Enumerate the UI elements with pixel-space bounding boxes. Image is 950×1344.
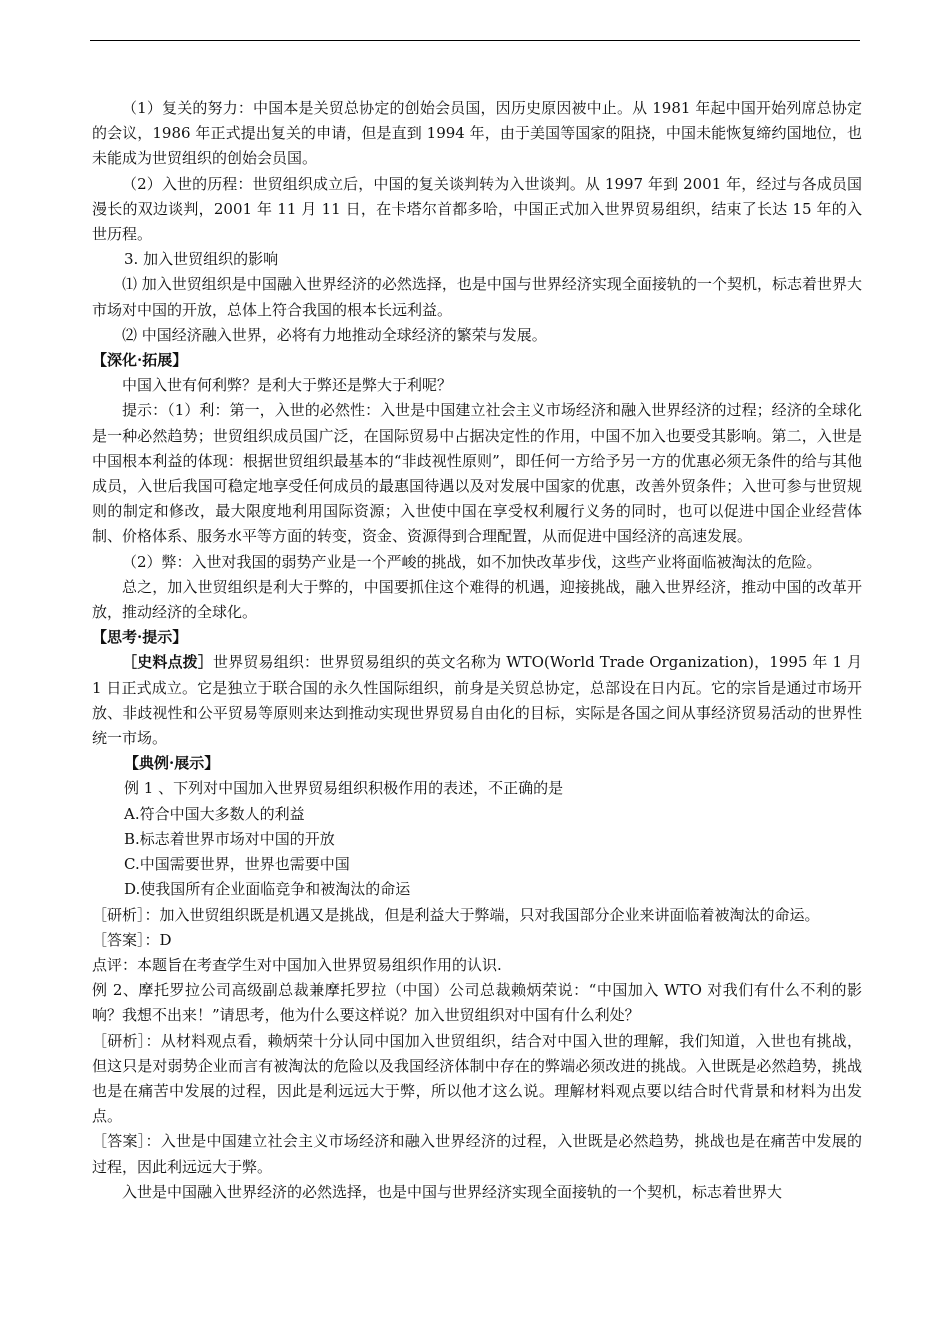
paragraph: [92, 776, 862, 801]
paragraph-text: 总之，加入世贸组织是利大于弊的，中国要抓住这个难得的机遇，迎接挑战，融入世界经济，推动中国的改革开放，推动经济的全球化。: [92, 577, 862, 622]
header-rule: [90, 40, 860, 41]
paragraph: [92, 575, 862, 625]
paragraph-text: （1）复关的努力：中国本是关贸总协定的创始会员国，因历史原因被中止。从 1981 年起中国开始列席总协定的会议，1986 年正式提出复关的申请，但是直到 1994 年，由于美国等国家的阻挠，中国未能恢复缔约国地位，也未能成为世贸组织的创始会员国。: [92, 99, 862, 168]
paragraph-text: 【思考·提示】: [92, 628, 188, 647]
paragraph-text: B.标志着世界市场对中国的开放: [124, 829, 335, 848]
paragraph: [92, 928, 862, 953]
paragraph-text: ［研析］：加入世贸组织既是机遇又是挑战，但是利益大于弊端，只对我国部分企业来讲面临着被淘汰的命运。: [92, 905, 820, 924]
paragraph: [92, 978, 862, 1028]
paragraph-text: ［答案］：入世是中国建立社会主义市场经济和融入世界经济的过程，入世既是必然趋势，挑战也是在痛苦中发展的过程，因此利远远大于弊。: [92, 1132, 862, 1176]
paragraph-text: 入世是中国融入世界经济的必然选择，也是中国与世界经济实现全面接轨的一个契机，标志着世界大: [122, 1182, 783, 1201]
paragraph-text: A.符合中国大多数人的利益: [124, 804, 305, 823]
paragraph: [92, 650, 862, 751]
paragraph-text: ⑴ 加入世贸组织是中国融入世界经济的必然选择，也是中国与世界经济实现全面接轨的一个契机，标志着世界大市场对中国的开放，总体上符合我国的根本长远利益。: [92, 275, 862, 319]
paragraph: [92, 247, 862, 272]
paragraph: [92, 550, 862, 575]
paragraph-text: 中国入世有何利弊？是利大于弊还是弊大于利呢？: [122, 376, 453, 395]
paragraph: [92, 953, 862, 978]
paragraph-text: 点评：本题旨在考查学生对中国加入世界贸易组织作用的认识.: [92, 955, 502, 974]
paragraph: [92, 1180, 862, 1205]
paragraph: [92, 903, 862, 928]
section-heading: [92, 348, 862, 373]
paragraph-text: 例 1 、下列对中国加入世界贸易组织积极作用的表述，不正确的是: [124, 779, 564, 798]
paragraph-text: C.中国需要世界，世界也需要中国: [124, 855, 350, 874]
section-heading: [92, 625, 862, 650]
section-heading: [92, 751, 862, 776]
paragraph-text: 3. 加入世贸组织的影响: [124, 250, 279, 269]
paragraph-text: 提示：（1）利：第一，入世的必然性：入世是中国建立社会主义市场经济和融入世界经济的过程；经济的全球化是一种必然趋势；世贸组织成员国广泛，在国际贸易中占据决定性的作用，中国不加入也要受其影响。第二，入世是中国根本利益的体现：根据世贸组织最基本的“非歧视性原则”，即任何一方给予另一方的优惠必须无条件的给与其他成员，入世后我国可稳定地享受任何成员的最惠国待遇以及对发展中国家的优惠，改善外贸条件；入世可参与世贸规则的制定和修改，最大限度地利用国际资源；入世使中国在享受权利履行义务的同时，也可以促进中国企业经营体制、价格体系、服务水平等方面的转变，资金、资源得到合理配置，从而促进中国经济的高速发展。: [92, 401, 862, 546]
paragraph: [92, 323, 862, 348]
paragraph: [92, 877, 862, 902]
paragraph-text: ［答案］：D: [92, 930, 172, 949]
paragraph: [92, 96, 862, 172]
paragraph: [92, 398, 862, 549]
paragraph-text: （2）入世的历程：世贸组织成立后，中国的复关谈判转为入世谈判。从 1997 年到 2001 年，经过与各成员国漫长的双边谈判，2001 年 11 月 11 日，在卡塔尔首都多哈，中国正式加入世界贸易组织，结束了长达 15 年的入世历程。: [92, 174, 862, 244]
paragraph: [92, 852, 862, 877]
paragraph: [92, 1129, 862, 1179]
paragraph: [92, 802, 862, 827]
paragraph: [92, 272, 862, 322]
paragraph-text: 【典例·展示】: [124, 754, 220, 773]
paragraph-text: 【深化·拓展】: [92, 351, 188, 370]
paragraph-lead: ［史料点拨］: [122, 653, 214, 672]
paragraph: [92, 373, 862, 398]
paragraph-text: ⑵ 中国经济融入世界，必将有力地推动全球经济的繁荣与发展。: [122, 325, 547, 344]
paragraph-text: ［研析］：从材料观点看，赖炳荣十分认同中国加入世贸组织，结合对中国入世的理解，我们知道，入世也有挑战，但这只是对弱势企业而言有被淘汰的危险以及我国经济体制中存在的弊端必须改进的挑战。入世既是必然趋势，挑战也是在痛苦中发展的过程，因此是利远远大于弊，所以他才这么说。理解材料观点要以结合时代背景和材料为出发点。: [92, 1031, 862, 1126]
paragraph-text: 例 2、摩托罗拉公司高级副总裁兼摩托罗拉（中国）公司总裁赖炳荣说：“中国加入 WTO 对我们有什么不利的影响？我想不出来！”请思考，他为什么要这样说？加入世贸组织对中国有什么利处？: [92, 981, 862, 1025]
paragraph: [92, 827, 862, 852]
paragraph-text: D.使我国所有企业面临竞争和被淘汰的命运: [124, 880, 411, 899]
paragraph-text: 世界贸易组织：世界贸易组织的英文名称为 WTO(World Trade Organization)，1995 年 1 月 1 日正式成立。它是独立于联合国的永久性国际组织，前身是关贸总协定，总部设在日内瓦。它的宗旨是通过市场开放、非歧视性和公平贸易等原则来达到推动实现世界贸易自由化的目标，实际是各国之间从事经济贸易活动的世界性统一市场。: [92, 653, 862, 748]
document-body: [92, 96, 862, 1205]
paragraph: [92, 1029, 862, 1130]
paragraph-text: （2）弊：入世对我国的弱势产业是一个严峻的挑战，如不加快改革步伐，这些产业将面临被淘汰的危险。: [122, 552, 822, 571]
paragraph: [92, 172, 862, 248]
